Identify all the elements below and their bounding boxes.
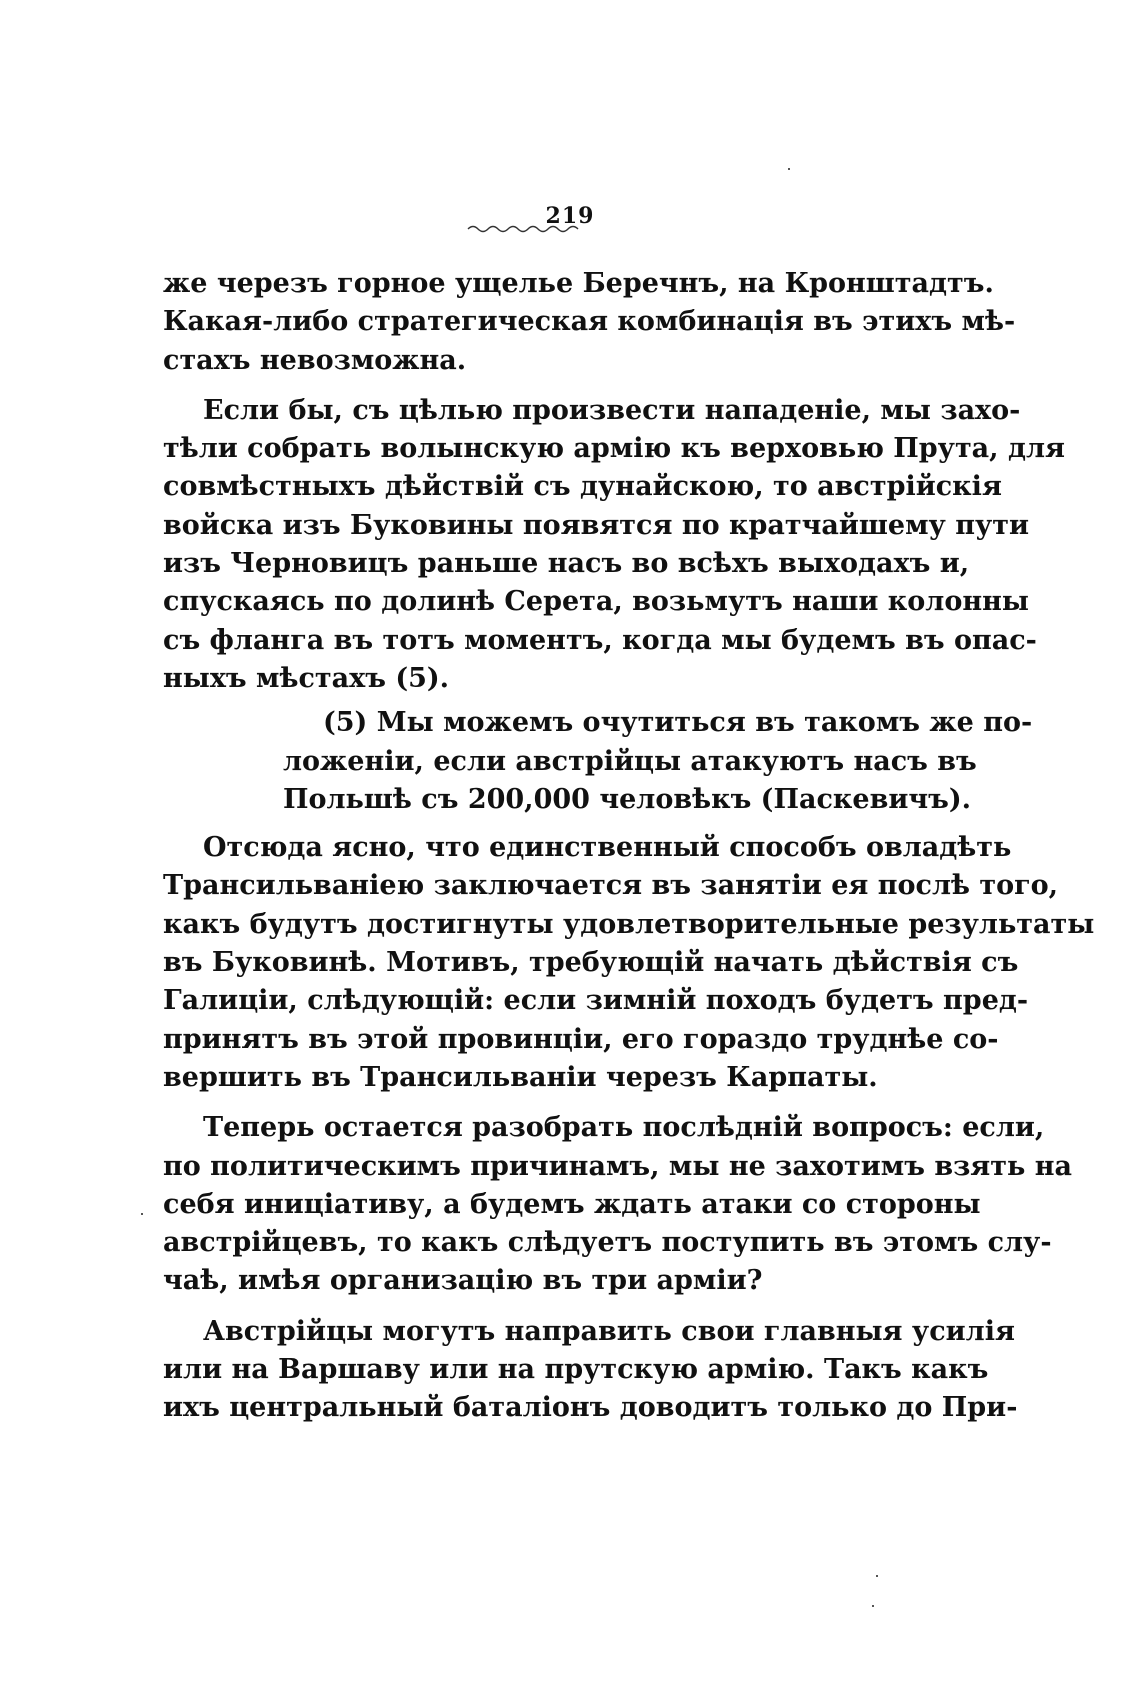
text-line: совмѣстныхъ дѣйствій съ дунайскою, то австрійскія: [163, 471, 1002, 503]
text-line: вершить въ Трансильваніи черезъ Карпаты.: [163, 1061, 878, 1093]
paragraph-4: [163, 1109, 1072, 1300]
text-line: спускаясь по долинѣ Серета, возьмутъ наши колонны: [163, 586, 1029, 618]
page-text: [163, 265, 1095, 1440]
text-line: ихъ центральный баталіонъ доводитъ только до При-: [163, 1392, 1018, 1424]
text-line: Галиціи, слѣдующій: если зимній походъ будетъ пред-: [163, 985, 1029, 1017]
paragraph-2: [163, 392, 1065, 698]
text-line: ныхъ мѣстахъ (5).: [163, 662, 450, 694]
paragraph-5: [163, 1313, 1018, 1428]
text-line: австрійцевъ, то какъ слѣдуетъ поступить въ этомъ слу-: [163, 1227, 1052, 1259]
text-line: же черезъ горное ущелье Беречнъ, на Кронштадтъ.: [163, 268, 994, 299]
footnote-line: (5) Мы можемъ очутиться въ такомъ же по-: [323, 707, 1033, 739]
text-line: принятъ въ этой провинціи, его гораздо труднѣе со-: [163, 1023, 999, 1055]
text-line: какъ будутъ достигнуты удовлетворительные результаты: [163, 908, 1095, 940]
scan-speck: [876, 1575, 878, 1577]
text-line: Какая-либо стратегическая комбинація въ этихъ мѣ-: [163, 306, 1016, 338]
footnote: [283, 704, 1033, 819]
text-line: себя иниціативу, а будемъ ждать атаки со стороны: [163, 1188, 981, 1220]
text-line: Если бы, съ цѣлью произвести нападеніе, мы захо-: [203, 394, 1021, 426]
text-line: по политическимъ причинамъ, мы не захотимъ взять на: [163, 1150, 1072, 1182]
text-line: Отсюда ясно, что единственный способъ овладѣть: [203, 832, 1012, 864]
page-number: 219: [545, 203, 595, 229]
text-line: съ фланга въ тотъ моментъ, когда мы будемъ въ опас-: [163, 624, 1037, 656]
page-number-ornament: [466, 224, 586, 234]
footnote-line: Польшѣ съ 200,000 человѣкъ (Паскевичъ).: [283, 783, 971, 815]
footnote-line: ложеніи, если австрійцы атакуютъ насъ въ: [283, 745, 977, 777]
text-line: въ Буковинѣ. Мотивъ, требующій начать дѣйствія съ: [163, 947, 1019, 979]
text-line: стахъ невозможна.: [163, 344, 467, 376]
paragraph-3: [163, 829, 1095, 1097]
text-line: тѣли собрать волынскую армію къ верховью Прута, для: [163, 433, 1065, 465]
text-line: Теперь остается разобрать послѣдній вопросъ: если,: [203, 1112, 1045, 1144]
paragraph-1: [163, 265, 1016, 380]
text-line: чаѣ, имѣя организацію въ три арміи?: [163, 1265, 763, 1297]
text-line: изъ Черновицъ раньше насъ во всѣхъ выходахъ и,: [163, 548, 970, 580]
scan-speck: [788, 168, 790, 170]
text-line: или на Варшаву или на прутскую армію. Такъ какъ: [163, 1354, 989, 1386]
text-line: Австрійцы могутъ направить свои главныя усилія: [203, 1315, 1015, 1347]
text-line: войска изъ Буковины появятся по кратчайшему пути: [163, 509, 1030, 541]
text-line: Трансильваніею заключается въ занятіи ея послѣ того,: [163, 870, 1059, 902]
scan-speck: [872, 1605, 874, 1607]
scan-speck: [141, 1213, 143, 1215]
